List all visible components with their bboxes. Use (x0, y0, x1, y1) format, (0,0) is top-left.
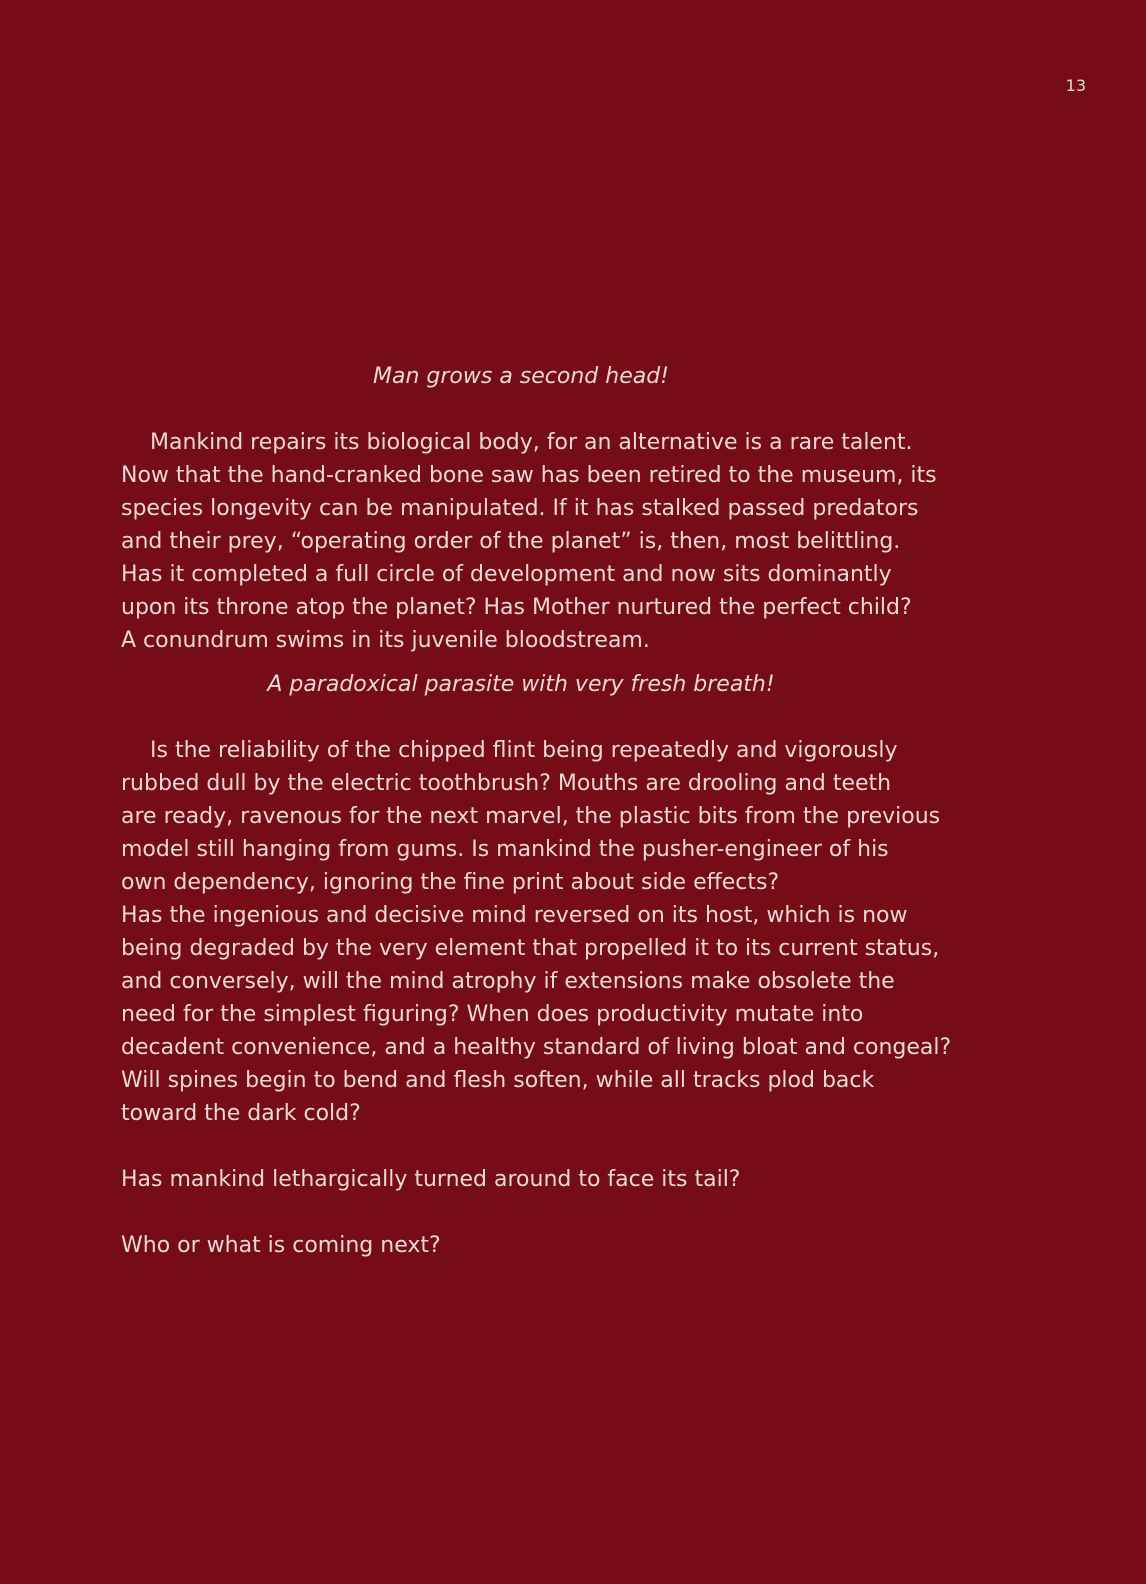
paragraph-2-line: rubbed dull by the electric toothbrush? Mouths are drooling and teeth (121, 771, 892, 796)
paragraph-1 (121, 426, 941, 657)
paragraph-2-line: Has the ingenious and decisive mind reversed on its host, which is now (121, 903, 908, 928)
paragraph-2-line: Is the reliability of the chipped flint being repeatedly and vigorously (150, 738, 898, 763)
spacer (121, 1196, 941, 1229)
paragraph-1-line: upon its throne atop the planet? Has Mother nurtured the perfect child? (121, 595, 912, 620)
paragraph-2-line: Will spines begin to bend and flesh soften, while all tracks plod back (121, 1068, 875, 1093)
paragraph-1-line: Mankind repairs its biological body, for an alternative is a rare talent. (150, 430, 913, 455)
paragraph-3 (121, 1163, 941, 1196)
page-body (121, 360, 952, 1262)
paragraph-1-line: Has it completed a full circle of development and now sits dominantly (121, 562, 892, 587)
paragraph-2-line: toward the dark cold? (121, 1101, 361, 1126)
paragraph-2-line: being degraded by the very element that propelled it to its current status, (121, 936, 940, 961)
page-number: 13 (1065, 76, 1086, 95)
paragraph-2-line: need for the simplest figuring? When does productivity mutate into (121, 1002, 864, 1027)
paragraph-1-line: and their prey, “operating order of the planet” is, then, most belittling. (121, 529, 901, 554)
paragraph-1-line: Now that the hand-cranked bone saw has been retired to the museum, its (121, 463, 937, 488)
paragraph-2-line: and conversely, will the mind atrophy if extensions make obsolete the (121, 969, 895, 994)
section-heading-1: Man grows a second head! (373, 364, 669, 389)
paragraph-2-line: model still hanging from gums. Is mankind the pusher-engineer of his (121, 837, 889, 862)
spacer (121, 1130, 941, 1163)
paragraph-1-line: species longevity can be manipulated. If it has stalked passed predators (121, 496, 919, 521)
paragraph-2 (121, 734, 952, 1130)
paragraph-3-line: Has mankind lethargically turned around to face its tail? (121, 1167, 741, 1192)
paragraph-4-line: Who or what is coming next? (121, 1233, 441, 1258)
section-heading-2: A paradoxical parasite with very fresh breath! (267, 672, 775, 697)
paragraph-4 (121, 1229, 941, 1262)
paragraph-2-line: are ready, ravenous for the next marvel, the plastic bits from the previous (121, 804, 941, 829)
paragraph-2-line: decadent convenience, and a healthy standard of living bloat and congeal? (121, 1035, 952, 1060)
paragraph-2-line: own dependency, ignoring the fine print about side effects? (121, 870, 780, 895)
paragraph-1-line: A conundrum swims in its juvenile bloodstream. (121, 628, 650, 653)
